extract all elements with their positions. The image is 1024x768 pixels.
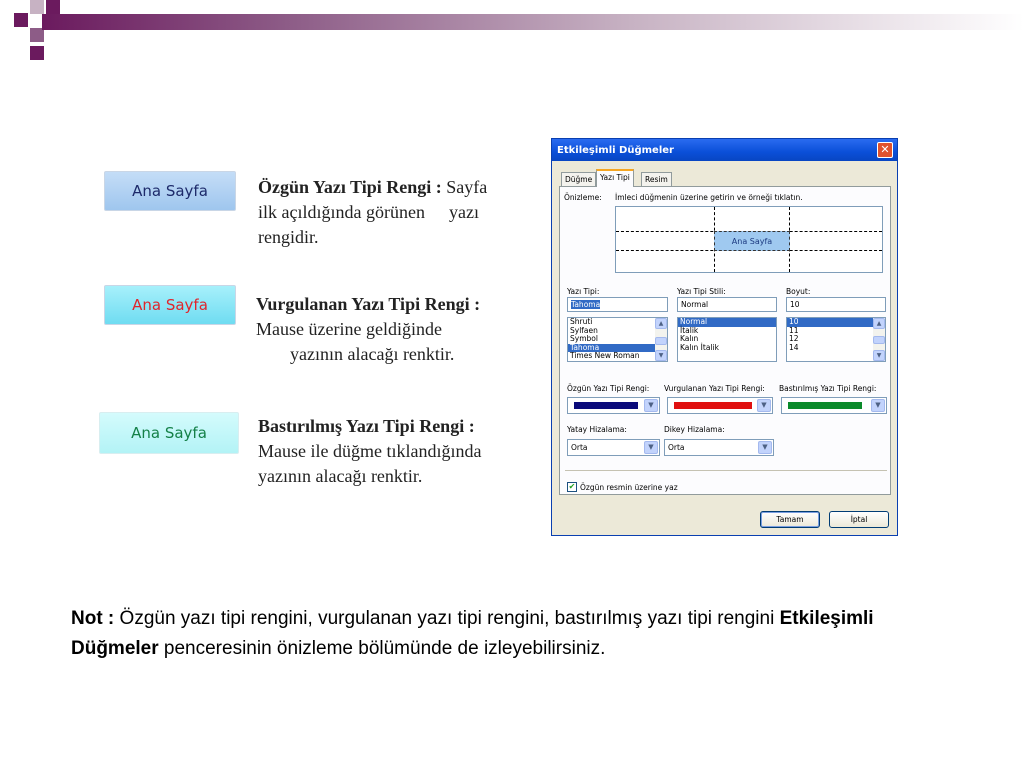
preview-hint: İmleci düğmenin üzerine getirin ve örneği tıklatın.	[615, 193, 803, 202]
list-item[interactable]: 10	[787, 318, 873, 327]
divider	[565, 470, 887, 471]
chevron-up-icon[interactable]: ▲	[655, 318, 667, 329]
note-text: penceresinin önizleme bölümünde de izleyebilirsiniz.	[158, 638, 606, 659]
tab-button[interactable]: Düğme	[561, 172, 596, 186]
font-label: Yazı Tipi:	[567, 287, 600, 296]
desc-text: ilk açıldığında görünen	[258, 202, 425, 222]
halign-select[interactable]	[567, 439, 660, 456]
deco-square	[30, 0, 44, 14]
valign-select[interactable]	[664, 439, 774, 456]
dialog-title-bar	[552, 139, 897, 161]
color-hover-label: Vurgulanan Yazı Tipi Rengi:	[664, 384, 765, 393]
list-item[interactable]: Kalın İtalik	[680, 342, 719, 352]
sample-pressed-description	[258, 414, 538, 489]
sample-pressed-title: Bastırılmış Yazı Tipi Rengi :	[258, 416, 475, 436]
chevron-down-icon[interactable]: ▼	[757, 399, 771, 412]
note-bold: Etkileşimli Düğmeler	[71, 608, 874, 659]
size-label: Boyut:	[786, 287, 811, 296]
header-gradient-bar	[42, 14, 1024, 30]
list-item[interactable]: İtalik	[680, 325, 699, 335]
style-label: Yazı Tipi Stili:	[677, 287, 726, 296]
note-lead: Not :	[71, 608, 115, 629]
style-list[interactable]	[677, 317, 777, 362]
font-list[interactable]	[567, 317, 668, 362]
ok-button[interactable]: Tamam	[760, 511, 820, 528]
desc-text: yazı	[448, 202, 479, 222]
list-item[interactable]: Sylfaen	[570, 325, 598, 335]
list-item[interactable]: Kalın	[680, 334, 699, 343]
font-list-scrollbar[interactable]	[655, 318, 667, 361]
chevron-up-icon[interactable]: ▲	[873, 318, 885, 329]
halign-label: Yatay Hizalama:	[567, 425, 627, 434]
deco-square	[46, 0, 60, 14]
list-item[interactable]: Tahoma	[568, 344, 667, 353]
desc-text: Mause ile düğme tıklandığında	[258, 441, 482, 461]
overwrite-image-checkbox[interactable]: ✔	[568, 482, 576, 491]
list-item[interactable]: Times New Roman	[570, 351, 640, 360]
chevron-down-icon[interactable]: ▼	[873, 350, 885, 361]
color-hover-select[interactable]	[667, 397, 773, 414]
deco-square	[30, 46, 44, 60]
sample-pressed-button: Ana Sayfa	[99, 412, 239, 454]
list-item[interactable]: 14	[789, 342, 799, 352]
valign-value: Orta	[668, 443, 685, 452]
desc-text: yazının alacağı renktir.	[290, 344, 455, 364]
font-input-value: Tahoma	[571, 300, 601, 309]
font-input[interactable]	[567, 297, 668, 312]
preview-label: Önizleme:	[564, 193, 602, 202]
desc-text: Mause üzerine geldiğinde	[256, 319, 442, 339]
tab-image[interactable]: Resim	[641, 172, 672, 186]
note-paragraph	[71, 604, 951, 664]
font-tab-panel	[559, 186, 891, 495]
color-normal-label: Özgün Yazı Tipi Rengi:	[567, 384, 650, 393]
chevron-down-icon[interactable]: ▼	[871, 399, 885, 412]
halign-value: Orta	[571, 443, 588, 452]
valign-label: Dikey Hizalama:	[664, 425, 725, 434]
list-item[interactable]: 12	[789, 334, 799, 343]
deco-square	[30, 28, 44, 42]
cancel-button[interactable]: İptal	[829, 511, 889, 528]
interactive-buttons-dialog	[551, 138, 898, 536]
overwrite-image-label: Özgün resmin üzerine yaz	[580, 483, 678, 492]
list-item[interactable]: Shruti	[570, 317, 593, 326]
sample-normal-description	[258, 175, 538, 250]
color-normal-swatch	[574, 402, 638, 409]
preview-area	[615, 206, 883, 273]
color-pressed-label: Bastırılmış Yazı Tipi Rengi:	[779, 384, 877, 393]
close-icon[interactable]: ✕	[877, 142, 893, 158]
size-input[interactable]: 10	[786, 297, 886, 312]
sample-hover-title: Vurgulanan Yazı Tipi Rengi :	[256, 294, 481, 314]
chevron-down-icon[interactable]: ▼	[655, 350, 667, 361]
color-pressed-select[interactable]	[781, 397, 887, 414]
sample-normal-button: Ana Sayfa	[104, 171, 236, 211]
list-item[interactable]: 11	[789, 325, 799, 335]
chevron-down-icon[interactable]: ▼	[758, 441, 772, 454]
scroll-thumb[interactable]	[873, 336, 885, 344]
dialog-title: Etkileşimli Düğmeler	[557, 145, 674, 156]
deco-square	[14, 13, 28, 27]
size-list-scrollbar[interactable]	[873, 318, 885, 361]
style-input[interactable]: Normal	[677, 297, 777, 312]
desc-text: yazının alacağı renktir.	[258, 466, 423, 486]
chevron-down-icon[interactable]: ▼	[644, 441, 658, 454]
preview-button[interactable]: Ana Sayfa	[714, 231, 790, 251]
sample-hover-button: Ana Sayfa	[104, 285, 236, 325]
list-item[interactable]: Symbol	[570, 334, 598, 343]
list-item[interactable]: Normal	[678, 318, 776, 327]
desc-text: rengidir.	[258, 227, 319, 247]
sample-normal-title: Özgün Yazı Tipi Rengi :	[258, 177, 442, 197]
scroll-thumb[interactable]	[655, 337, 667, 345]
chevron-down-icon[interactable]: ▼	[644, 399, 658, 412]
note-text: Özgün yazı tipi rengini, vurgulanan yazı tipi rengini, bastırılmış yazı tipi rengini	[114, 608, 780, 629]
tab-font[interactable]: Yazı Tipi	[596, 169, 634, 187]
desc-text: Sayfa	[446, 177, 488, 197]
color-pressed-swatch	[788, 402, 862, 409]
color-normal-select[interactable]	[567, 397, 660, 414]
size-list[interactable]	[786, 317, 886, 362]
sample-hover-description	[256, 292, 536, 367]
color-hover-swatch	[674, 402, 752, 409]
